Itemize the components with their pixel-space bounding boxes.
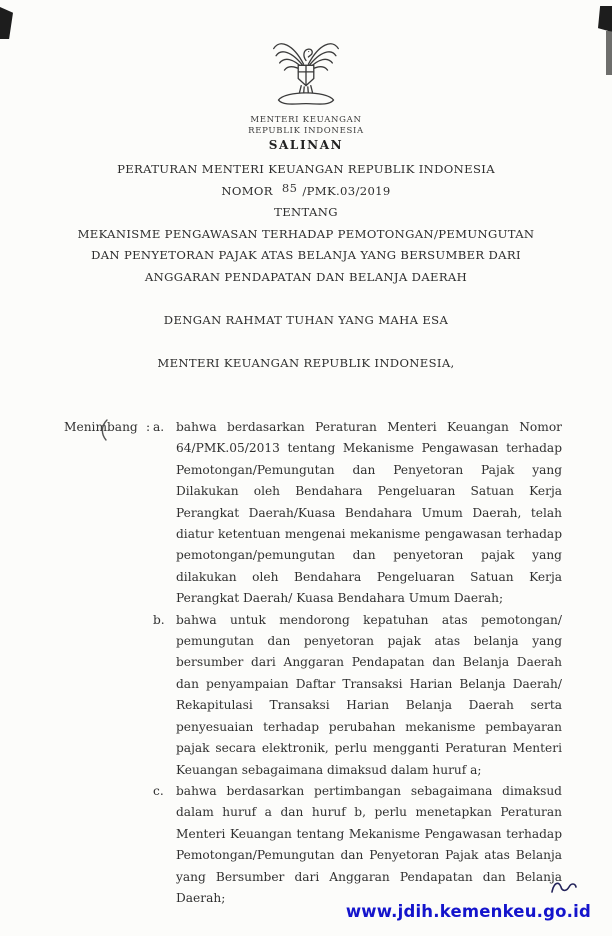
subject-line-1: MEKANISME PENGAWASAN TERHADAP PEMOTONGAN/PEMUNGUTAN bbox=[77, 226, 535, 241]
tentang-label: TENTANG bbox=[274, 205, 338, 219]
subject-line-2: DAN PENYETORAN PAJAK ATAS BELANJA YANG BERSUMBER DARI bbox=[91, 248, 521, 262]
copy-label: SALINAN bbox=[268, 138, 344, 152]
item-letter-b: b. bbox=[153, 612, 165, 627]
ministry-country: REPUBLIK INDONESIA bbox=[248, 125, 364, 136]
regulation-title: PERATURAN MENTERI KEUANGAN REPUBLIK INDONESIA bbox=[117, 162, 495, 176]
scan-artifact-top-right bbox=[598, 6, 612, 32]
item-letter-c: c. bbox=[153, 783, 164, 798]
considerations-section bbox=[64, 417, 562, 909]
consideration-item-a: bahwa berdasarkan Peraturan Menteri Keuangan Nomor 64/PMK.05/2013 tentang Mekanisme Pengawasan terhadap Pemotongan/Pemungutan dan Penyetoran Pajak yang Dilakukan oleh Bendahara Pengeluaran Satuan Kerja Perangkat Daerah/Kuasa Bendahara Umum Daerah, telah diatur ketentuan mengenai mekanisme pengawasan terhadap pemotongan/pemungutan dan penyetoran pajak yang dilakukan oleh Bendahara Pengeluaran Satuan Kerja Perangkat Daerah/ Kuasa Bendahara Umum Daerah; bbox=[176, 420, 562, 606]
handwritten-number: 85 bbox=[281, 180, 298, 195]
consideration-row-b bbox=[64, 610, 562, 781]
nomor-prefix: NOMOR bbox=[221, 183, 273, 198]
item-letter-a: a. bbox=[153, 420, 165, 434]
title-block bbox=[0, 159, 612, 374]
ministry-name: MENTERI KEUANGAN bbox=[250, 115, 362, 125]
invocation-line: DENGAN RAHMAT TUHAN YANG MAHA ESA bbox=[163, 313, 449, 327]
nomor-suffix: /PMK.03/2019 bbox=[302, 183, 391, 198]
handwritten-squiggle-mark bbox=[550, 878, 578, 896]
subject-line-3: ANGGARAN PENDAPATAN DAN BELANJA DAERAH bbox=[144, 269, 468, 284]
handwritten-paren-mark bbox=[98, 418, 110, 442]
ministry-letterhead bbox=[0, 115, 612, 136]
consideration-row-a bbox=[64, 417, 562, 610]
letterhead bbox=[0, 0, 612, 152]
consideration-item-c: bahwa berdasarkan pertimbangan sebagaimana dimaksud dalam huruf a dan huruf b, perlu menetapkan Peraturan Menteri Keuangan tentang Mekanisme Pengawasan terhadap Pemotongan/Pemungutan dan Penyetoran Pajak atas Belanja yang Bersumber dari Anggaran Pendapatan dan Belanja Daerah; bbox=[176, 783, 562, 905]
consideration-row-c bbox=[64, 781, 562, 909]
regulation-number-line bbox=[0, 181, 612, 203]
menimbang-label: Menimbang bbox=[64, 420, 138, 434]
jdih-link: www.jdih.kemenkeu.go.id bbox=[345, 902, 591, 921]
authority-line: MENTERI KEUANGAN REPUBLIK INDONESIA, bbox=[157, 355, 455, 370]
consideration-item-b: bahwa untuk mendorong kepatuhan atas pemotongan/ pemungutan dan penyetoran pajak atas belanja yang bersumber dari Anggaran Pendapatan dan Belanja Daerah dan penyampaian Daftar Transaksi Harian Belanja Daerah/ Rekapitulasi Transaksi Harian Belanja Daerah serta penyesuaian terhadap perubahan mekanisme pembayaran pajak secara elektronik, perlu mengganti Peraturan Menteri Keuangan sebagaimana dimaksud dalam huruf a; bbox=[176, 612, 562, 777]
garuda-pancasila-emblem-icon bbox=[270, 33, 342, 112]
menimbang-colon: : bbox=[145, 420, 151, 434]
scan-artifact-top-right-edge bbox=[606, 31, 612, 75]
